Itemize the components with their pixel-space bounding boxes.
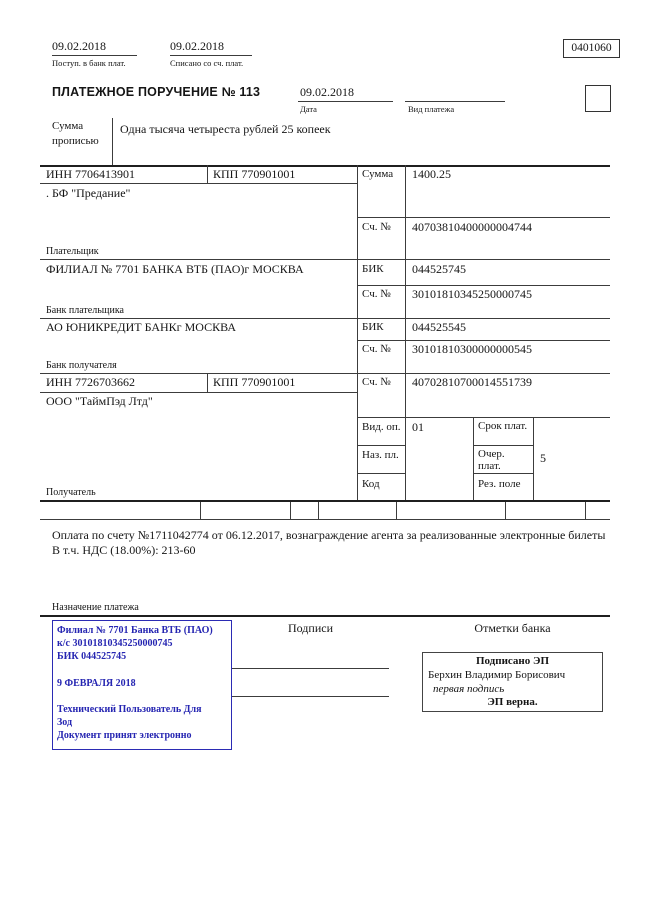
payee-account: 40702810700014551739 [412,375,532,389]
label-column-divider [357,165,358,500]
stamp-user-line-1: Технический Пользователь Для [57,703,202,715]
payer-kpp: КПП 770901001 [213,167,296,181]
stamp-bik: БИК 044525745 [57,651,127,663]
payer-name: . БФ "Предание" [46,186,131,200]
electronic-signature-stamp [422,652,603,712]
payer-bank-section-label: Банк плательщика [46,305,124,316]
grid-line [357,285,610,286]
payee-inn: ИНН 7726703662 [46,375,135,389]
payer-bank-name: ФИЛИАЛ № 7701 БАНКА ВТБ (ПАО)г МОСКВА [46,262,304,276]
payer-bank-account-label: Сч. № [362,288,391,300]
esign-verified: ЭП верна. [487,696,538,709]
payee-bank-bik: 044525545 [412,320,466,334]
inn-kpp-divider [207,165,208,183]
esign-signer: Берхин Владимир Борисович [428,668,566,681]
payment-type-label: Вид платежа [408,104,455,114]
debited-date-label: Списано со сч. плат. [170,58,244,68]
document-date: 09.02.2018 [300,85,354,99]
inn-kpp-divider [207,373,208,392]
document-title: ПЛАТЕЖНОЕ ПОРУЧЕНИЕ № 113 [52,85,261,99]
budget-cell-divider [290,502,291,520]
budget-cell-divider [505,502,506,520]
budget-cell-divider [200,502,201,520]
payment-purpose-text: Оплата по счету №1711042774 от 06.12.2017, вознаграждение агента за реализованные электронные билеты В т.ч. НДС (18.00%): 213-60 [52,528,606,557]
payer-bank-account: 30101810345250000745 [412,287,532,301]
grid-line [357,445,405,446]
payee-bank-section-label: Банк получателя [46,360,117,371]
purpose-section-label: Назначение платежа [52,602,139,613]
amount-words-divider [112,118,113,165]
payee-name: ООО "ТаймПэд Лтд" [46,394,153,408]
budget-cell-divider [318,502,319,520]
amount-words-label-2: прописью [52,135,99,147]
amount-label: Сумма [362,168,394,180]
op-priority-label: Очер. плат. [478,448,505,473]
grid-line [40,392,357,393]
payee-bank-name: АО ЮНИКРЕДИТ БАНКг МОСКВА [46,320,236,334]
signatures-label: Подписи [287,621,334,635]
op-type-value: 01 [412,420,424,434]
stamp-bank-name: Филиал № 7701 Банка ВТБ (ПАО) [57,625,213,636]
debited-date: 09.02.2018 [170,39,224,53]
payee-account-label: Сч. № [362,376,391,388]
bank-acceptance-stamp [52,620,232,750]
grid-line [40,183,357,184]
budget-cell-divider [585,502,586,520]
received-date-label: Поступ. в банк плат. [52,58,126,68]
received-date-underline [52,55,137,56]
grid-line [40,373,610,374]
amount-words-label-1: Сумма [52,120,84,132]
esign-note: первая подпись [433,682,505,695]
payee-bank-account: 30101810300000000545 [412,342,532,356]
op-reserve-label: Рез. поле [478,478,521,490]
amount-value: 1400.25 [412,167,451,181]
op-term-label: Срок плат. [478,420,528,432]
payer-bank-bik-label: БИК [362,263,384,275]
stamp-corr-account: к/с 30101810345250000745 [57,638,173,650]
grid-line [357,340,610,341]
bank-marks-label: Отметки банка [474,621,551,635]
payee-bank-bik-label: БИК [362,321,384,333]
payer-account-label: Сч. № [362,221,391,233]
payee-section-label: Получатель [46,487,96,498]
payer-inn: ИНН 7706413901 [46,167,135,181]
op-purpose-label: Наз. пл. [362,449,399,461]
grid-line [40,259,610,260]
payee-bank-account-label: Сч. № [362,343,391,355]
payer-section-label: Плательщик [46,246,99,257]
esign-title: Подписано ЭП [475,655,550,667]
grid-line [357,217,610,218]
op-code-label: Код [362,478,380,490]
date-label: Дата [300,104,317,114]
payment-type-box [585,85,611,112]
grid-line [357,473,405,474]
payee-kpp: КПП 770901001 [213,375,296,389]
stamp-accepted-line: Документ принят электронно [57,730,192,742]
value-column-divider [405,165,406,500]
signature-line [232,696,389,697]
date-underline [298,101,393,102]
signature-line [232,668,389,669]
amount-in-words: Одна тысяча четыреста рублей 25 копеек [120,122,331,136]
op-priority-value: 5 [540,451,546,465]
budget-cell-divider [396,502,397,520]
payer-bank-bik: 044525745 [412,262,466,276]
form-code: 0401060 [571,42,612,54]
grid-line [357,417,610,418]
op-type-label: Вид. оп. [362,421,401,433]
op-column-divider [533,417,534,500]
budget-fields-row [40,500,610,520]
stamp-date: 9 ФЕВРАЛЯ 2018 [57,677,136,689]
debited-date-underline [170,55,252,56]
form-code-box [563,39,620,58]
received-date: 09.02.2018 [52,39,106,53]
stamp-user-line-2: Зод [57,716,73,728]
payer-account: 40703810400000004744 [412,220,532,234]
purpose-underline [40,615,610,617]
op-column-divider [473,417,474,500]
grid-line [473,445,533,446]
payment-type-underline [405,101,505,102]
grid-line [40,318,610,319]
grid-line [473,473,533,474]
